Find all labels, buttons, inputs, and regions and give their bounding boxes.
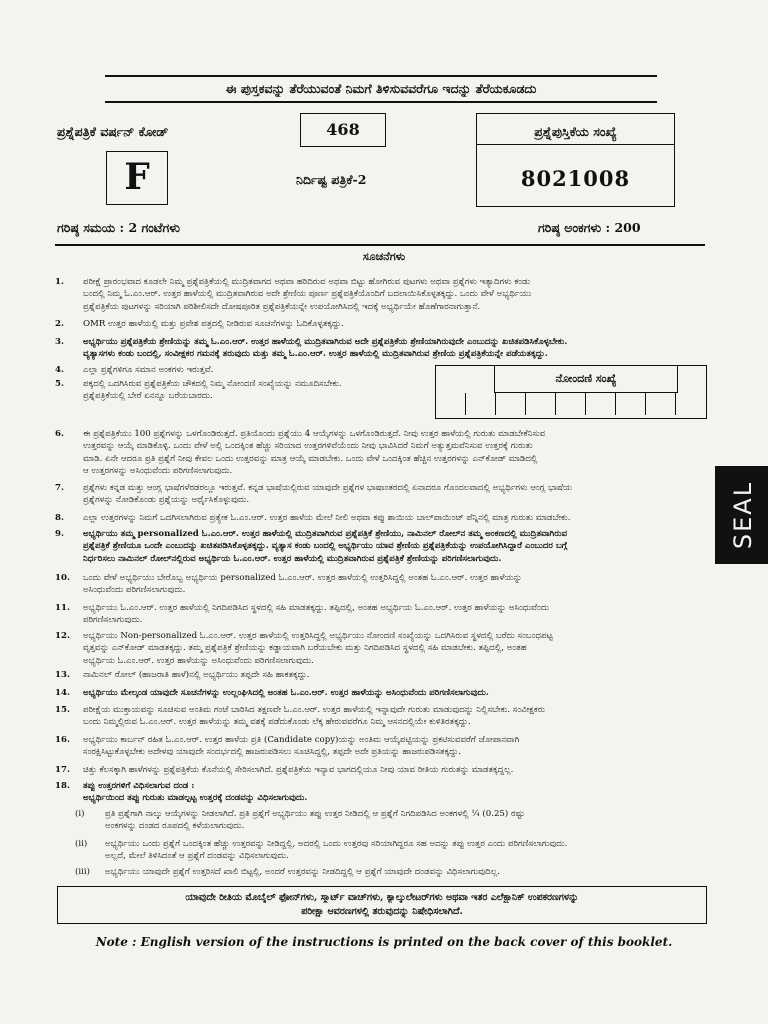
subject-code: 468 xyxy=(326,120,360,139)
booklet-number-box xyxy=(476,113,675,207)
instruction-line: ಪರೀಕ್ಷೆಯ ಮುಕ್ತಾಯವನ್ನು ಸೂಚಿಸುವ ಅಂತಿಮ ಗಂಟೆ ಬಾರಿಸಿದ ತಕ್ಷಣವೇ ಓ.ಎಂ.ಆರ್. ಉತ್ತರ ಹಾಳೆಯಲ್ಲಿ ಇನ್ನಾವುದೇ ಗುರುತು ಮಾಡುವುದನ್ನು ನಿಲ್ಲಿಸಬೇಕು. ಸಂವೀಕ್ಷಕರು xyxy=(83,705,545,715)
penalty-line: ಪ್ರತಿ ಪ್ರಶ್ನೆಗಾಗಿ ನಾಲ್ಕು ಆಯ್ಕೆಗಳನ್ನು ನೀಡಲಾಗಿದೆ. ಪ್ರತಿ ಪ್ರಶ್ನೆಗೆ ಅಭ್ಯರ್ಥಿಯು ತಪ್ಪು ಉತ್ತರ ನೀಡಿದಲ್ಲಿ ಆ ಪ್ರಶ್ನೆಗೆ ನಿಗದಿಪಡಿಸಿದ ಅಂಕಗಳಲ್ಲಿ ¼ (0.25) ರಷ್ಟು xyxy=(105,809,525,819)
registration-label-cell xyxy=(494,366,678,393)
instruction-line: ಒಂದು ವೇಳೆ ಅಭ್ಯರ್ಥಿಯು ಬೇರೊಬ್ಬ ಅಭ್ಯರ್ಥಿಯ personalized ಓ.ಎಂ.ಆರ್. ಉತ್ತರ ಹಾಳೆಯಲ್ಲಿ ಉತ್ತರಿಸಿದ್ದಲ್ಲಿ ಅಂತಹ ಓ.ಎಂ.ಆರ್. ಉತ್ತರ ಹಾಳೆಯನ್ನು xyxy=(83,573,523,583)
penalty-line: ಅಲ್ಲದೆ, ಮೇಲೆ ತಿಳಿಸಿದಂತೆ ಆ ಪ್ರಶ್ನೆಗೆ ದಂಡವನ್ನು ವಿಧಿಸಲಾಗುವುದು. xyxy=(105,851,289,862)
instruction-line: ಅಭ್ಯರ್ಥಿಯು ಕಾರ್ಬನ್ ರಹಿತ ಓ.ಎಂ.ಆರ್. ಉತ್ತರ ಹಾಳೆಯ ಪ್ರತಿ (Candidate copy)ಯನ್ನು ಅಂತಿಮ ಆಯ್ಕೆಪಟ್ಟಿಯನ್ನು ಪ್ರಕಟಿಸುವವರೆಗೆ ಜೋಪಾನವಾಗಿ xyxy=(83,735,520,745)
subject-code-box xyxy=(300,113,386,147)
instruction-number: 6. xyxy=(55,429,64,439)
top-rule xyxy=(105,75,657,77)
instruction-line: ಪ್ರಶ್ನೆಗಳು ಕನ್ನಡ ಮತ್ತು ಆಂಗ್ಲ ಭಾಷೆಗಳೆರಡರಲ್ಲೂ ಇರುತ್ತವೆ. ಕನ್ನಡ ಭಾಷೆಯಲ್ಲಿರುವ ಯಾವುದೇ ಪ್ರಶ್ನೆಗಳ ಭಾಷಾಂತರದಲ್ಲಿ ಏನಾದರೂ ಗೊಂದಲವಾದಲ್ಲಿ ಅಭ್ಯರ್ಥಿಗಳು ಆಂಗ್ಲ ಭಾಷೆಯ xyxy=(83,483,573,493)
header-bottom-rule xyxy=(55,244,705,246)
booklet-series: F xyxy=(124,156,150,198)
registration-digit-cell[interactable] xyxy=(676,393,705,415)
instruction-item xyxy=(55,318,705,330)
instruction-number: 10. xyxy=(55,573,70,583)
instruction-line: ಬಂದಲ್ಲಿ ನಿಮ್ಮ ಓ.ಎಂ.ಆರ್. ಉತ್ತರ ಹಾಳೆಯಲ್ಲಿ ಮುದ್ರಿತವಾಗಿರುವ ಅದೇ ಶ್ರೇಣಿಯ ಪೂರ್ಣ ಪ್ರಶ್ನೆಪತ್ರಿಕೆಯೊಂದಿಗೆ ಬದಲಾಯಿಸಿಕೊಳ್ಳತಕ್ಕದ್ದು. ಒಂದು ವೇಳೆ ಅಭ್ಯರ್ಥಿಯು xyxy=(83,289,532,300)
penalty-number: (i) xyxy=(75,809,85,819)
instruction-line: ಪ್ರಶ್ನೆಪತ್ರಿಕೆಯ ಪುಟಗಳನ್ನು ಸರಿಯಾಗಿ ಪರಿಶೀಲಿಸದೇ ದೋಷಪೂರಿತ ಪ್ರಶ್ನೆಪತ್ರಿಕೆಯನ್ನೇ ಉಪಯೋಗಿಸಿದಲ್ಲಿ ಇದಕ್ಕೆ ಅಭ್ಯರ್ಥಿಯೇ ಹೊಣೆಗಾರನಾಗುತ್ತಾನೆ. xyxy=(83,301,481,312)
instruction-item xyxy=(55,336,705,361)
instruction-item xyxy=(55,780,705,805)
registration-digit-cell[interactable] xyxy=(616,393,646,415)
registration-digit-cell[interactable] xyxy=(586,393,616,415)
seal-tab xyxy=(715,466,768,564)
booklet-number-label: ಪ್ರಶ್ನೆಪುಸ್ತಿಕೆಯ ಸಂಖ್ಯೆ xyxy=(534,124,617,139)
instruction-line: ಅಭ್ಯರ್ಥಿಯು ಓ.ಎಂ.ಆರ್. ಉತ್ತರ ಹಾಳೆಯಲ್ಲಿ ನಿಗದಿಪಡಿಸಿದ ಸ್ಥಳದಲ್ಲಿ ಸಹಿ ಮಾಡತಕ್ಕದ್ದು. ತಪ್ಪಿದಲ್ಲಿ, ಅಂತಹ ಅಭ್ಯರ್ಥಿಯ ಓ.ಎಂ.ಆರ್. ಉತ್ತರ ಹಾಳೆಯನ್ನು ಅಸಿಂಧುವೆಂದು xyxy=(83,603,550,613)
instruction-number: 7. xyxy=(55,483,64,493)
electronics-ban-line-2: ಪರೀಕ್ಷಾ ಆವರಣಗಳಲ್ಲಿ ತರುವುದನ್ನು ನಿಷೇಧಿಸಲಾಗಿದೆ. xyxy=(301,906,463,917)
penalty-number: (iii) xyxy=(75,867,90,877)
instruction-line: ಪ್ರಶ್ನೆಗಳನ್ನು ನೋಡಿಕೊಂಡು ಪ್ರಶ್ನೆಯನ್ನು ಅರ್ಥೈಸಿಕೊಳ್ಳುವುದು. xyxy=(83,495,250,506)
registration-digit-cell[interactable] xyxy=(526,393,556,415)
instruction-line: ಚಿತ್ತು ಕೆಲಸಕ್ಕಾಗಿ ಹಾಳೆಗಳನ್ನು ಪ್ರಶ್ನೆಪತ್ರಿಕೆಯ ಕೊನೆಯಲ್ಲಿ ಸೇರಿಸಲಾಗಿದೆ. ಪ್ರಶ್ನೆಪತ್ರಿಕೆಯ ಇನ್ಯಾವ ಭಾಗದಲ್ಲಿಯೂ ನೀವು ಯಾವ ರೀತಿಯ ಗುರುತನ್ನು ಮಾಡತಕ್ಕದ್ದಲ್ಲ. xyxy=(83,765,514,775)
footer-note: Note : English version of the instructions is printed on the back cover of this booklet. xyxy=(95,935,673,949)
instruction-number: 17. xyxy=(55,765,70,775)
instruction-line: ಮಾಡಿ. ಏನೇ ಆದರೂ ಪ್ರತಿ ಪ್ರಶ್ನೆಗೆ ನೀವು ಕೇವಲ ಒಂದು ಉತ್ತರವನ್ನು ಮಾತ್ರ ಆಯ್ಕೆ ಮಾಡಬೇಕು. ಒಂದು ವೇಳೆ ಒಂದಕ್ಕಿಂತ ಹೆಚ್ಚಿನ ಉತ್ತರಗಳನ್ನು ಎನ್‌ಕೋಡ್ ಮಾಡಿದಲ್ಲಿ xyxy=(83,453,538,464)
instruction-number: 11. xyxy=(55,603,70,613)
registration-digit-cell[interactable] xyxy=(436,393,466,415)
instruction-line: ಅಭ್ಯರ್ಥಿಯು ಮೇಲ್ಕಂಡ ಯಾವುದೇ ಸೂಚನೆಗಳನ್ನು ಉಲ್ಲಂಘಿಸಿದಲ್ಲಿ ಅಂತಹ ಓ.ಎಂ.ಆರ್. ಉತ್ತರ ಹಾಳೆಯನ್ನು ಅಸಿಂಧುವೆಂದು ಪರಿಗಣಿಸಲಾಗುವುದು. xyxy=(83,688,489,698)
instruction-item xyxy=(55,669,705,681)
registration-label: ನೋಂದಣಿ ಸಂಖ್ಯೆ xyxy=(555,372,617,385)
instruction-number: 16. xyxy=(55,735,70,745)
instruction-line: ಅಭ್ಯರ್ಥಿಯು ಪ್ರಶ್ನೆಪತ್ರಿಕೆಯ ಶ್ರೇಣಿಯನ್ನು ತಮ್ಮ ಓ.ಎಂ.ಆರ್. ಉತ್ತರ ಹಾಳೆಯಲ್ಲಿ ಮುದ್ರಿತವಾಗಿರುವ ಅದೇ ಪ್ರಶ್ನೆಪತ್ರಿಕೆಯ ಶ್ರೇಣಿಯಾಗಿರುವುದೇ ಎಂಬುದನ್ನು ಖಚಿತಪಡಿಸಿಕೊಳ್ಳಬೇಕು. xyxy=(83,337,568,347)
instruction-line: ಅಭ್ಯರ್ಥಿಯು ತಮ್ಮ personalized ಓ.ಎಂ.ಆರ್. ಉತ್ತರ ಹಾಳೆಯಲ್ಲಿ ಮುದ್ರಿತವಾಗಿರುವ ಪ್ರಶ್ನೆಪತ್ರಿಕೆ ಶ್ರೇಣಿಯು, ನಾಮಿನಲ್ ರೋಲ್‌ನ ತಮ್ಮ ಅಂಕಣದಲ್ಲಿ ಮುದ್ರಿತವಾಗಿರುವ xyxy=(83,529,568,539)
booklet-number-divider xyxy=(477,144,674,145)
instruction-line: ಈ ಪ್ರಶ್ನೆಪತ್ರಿಕೆಯು 100 ಪ್ರಶ್ನೆಗಳನ್ನು ಒಳಗೊಂಡಿರುತ್ತದೆ. ಪ್ರತಿಯೊಂದು ಪ್ರಶ್ನೆಯು 4 ಆಯ್ಕೆಗಳನ್ನು ಒಳಗೊಂಡಿರುತ್ತದೆ. ನೀವು ಉತ್ತರ ಹಾಳೆಯಲ್ಲಿ ಗುರುತು ಮಾಡಬೇಕೆನಿಸುವ xyxy=(83,429,546,439)
instruction-number: 1. xyxy=(55,277,64,287)
penalty-line: ಅಭ್ಯರ್ಥಿಯು ಒಂದು ಪ್ರಶ್ನೆಗೆ ಒಂದಕ್ಕಿಂತ ಹೆಚ್ಚು ಉತ್ತರವನ್ನು ನೀಡಿದ್ದಲ್ಲಿ, ಅದರಲ್ಲಿ ಒಂದು ಉತ್ತರವು ಸರಿಯಾಗಿದ್ದರೂ ಸಹ ಅದನ್ನು ತಪ್ಪು ಉತ್ತರ ಎಂದು ಪರಿಗಣಿಸಲಾಗುವುದು. xyxy=(105,839,568,849)
instruction-number: 4. xyxy=(55,365,64,375)
registration-digit-cell[interactable] xyxy=(466,393,496,415)
instruction-line: ಅಭ್ಯರ್ಥಿಯಿಂದ ತಪ್ಪು ಗುರುತು ಮಾಡಲ್ಪಟ್ಟ ಉತ್ತರಕ್ಕೆ ದಂಡವನ್ನು ವಿಧಿಸಲಾಗುವುದು. xyxy=(83,793,308,804)
instruction-number: 14. xyxy=(55,688,70,698)
instruction-line: ಆ ಉತ್ತರಗಳನ್ನು ಅಸಿಂಧುವೆಂದು ಪರಿಗಣಿಸಲಾಗುವುದು. xyxy=(83,466,233,477)
instruction-line: ಅಸಿಂಧುವೆಂದು ಪರಿಗಣಿಸಲಾಗುವುದು. xyxy=(83,585,186,596)
instruction-line: ಎಲ್ಲಾ ಪ್ರಶ್ನೆಗಳಿಗೂ ಸಮಾನ ಅಂಕಗಳು ಇರುತ್ತವೆ. xyxy=(83,365,214,375)
instruction-line: ಸಂರಕ್ಷಿಸಿಟ್ಟುಕೊಳ್ಳಬೇಕು ಅದೇಳವು ಯಾವುದೇ ಸಂದರ್ಭದಲ್ಲಿ ಹಾಜರುಪಡಿಸಲು ಸೂಚಿಸಿದ್ದಲ್ಲಿ, ತಪ್ಪದೇ ಅದೇ ಪ್ರತಿಯನ್ನು ಹಾಜರುಪಡಿಸತಕ್ಕದ್ದು. xyxy=(83,747,461,758)
registration-box xyxy=(435,365,707,419)
instruction-item xyxy=(55,687,705,699)
version-code-label: ಪ್ರಶ್ನೆಪತ್ರಿಕೆ ವರ್ಷನ್ ಕೋಡ್ xyxy=(57,124,169,139)
series-box xyxy=(106,151,168,205)
instruction-item xyxy=(55,602,705,627)
instruction-item xyxy=(55,704,705,729)
top-notice: ಈ ಪುಸ್ತಕವನ್ನು ತೆರೆಯುವಂತೆ ನಿಮಗೆ ತಿಳಿಸುವವರೆಗೂ ಇದನ್ನು ತೆರೆಯಕೂಡದು xyxy=(225,81,537,96)
instruction-line: ಅಭ್ಯರ್ಥಿಯು Non-personalized ಓ.ಎಂ.ಆರ್. ಉತ್ತರ ಹಾಳೆಯಲ್ಲಿ ಉತ್ತರಿಸಿದ್ದಲ್ಲಿ ಅಭ್ಯರ್ಥಿಯು ನೋಂದಣಿ ಸಂಖ್ಯೆಯನ್ನು ಒದಗಿಸಿರುವ ಸ್ಥಳದಲ್ಲಿ ಬರೆದು ಸಂಬಂಧಪಟ್ಟ xyxy=(83,631,553,641)
instruction-line: ಪ್ರಶ್ನೆಪತ್ರಿಕೆಯಲ್ಲಿ ಬೇರೆ ಏನನ್ನೂ ಬರೆಯಬಾರದು. xyxy=(83,391,213,402)
top-rule-2 xyxy=(105,101,657,103)
instruction-line: ಪರೀಕ್ಷೆ ಪ್ರಾರಂಭವಾದ ಕೂಡಲೇ ನಿಮ್ಮ ಪ್ರಶ್ನೆಪತ್ರಿಕೆಯಲ್ಲಿ ಮುದ್ರಿತವಾಗದ ಅಥವಾ ಹರಿದಿರುವ ಅಥವಾ ಬಿಟ್ಟು ಹೋಗಿರುವ ಪುಟಗಳು ಅಥವಾ ಪ್ರಶ್ನೆಗಳು ಇತ್ಯಾದಿಗಳು ಕಂಡು xyxy=(83,277,531,287)
instruction-item xyxy=(55,764,705,776)
instruction-line: ಅಭ್ಯರ್ಥಿಯ ಓ.ಎಂ.ಆರ್. ಉತ್ತರ ಹಾಳೆಯನ್ನು ಅಸಿಂಧುವೆಂದು ಪರಿಗಣಿಸಲಾಗುವುದು. xyxy=(83,655,314,666)
penalty-number: (ii) xyxy=(75,839,88,849)
registration-digit-row xyxy=(436,393,706,417)
seal-text: SEAL xyxy=(729,480,757,550)
paper-label: ನಿರ್ದಿಷ್ಟ ಪತ್ರಿಕೆ-2 xyxy=(296,172,367,187)
max-marks: ಗರಿಷ್ಠ ಅಂಕಗಳು : 200 xyxy=(538,220,641,235)
instruction-item xyxy=(55,572,705,597)
instruction-line: ಉತ್ತರವನ್ನು ಆಯ್ಕೆ ಮಾಡಿಕೊಳ್ಳಿ. ಒಂದು ವೇಳೆ ಅಲ್ಲಿ ಒಂದಕ್ಕಿಂತ ಹೆಚ್ಚು ಸರಿಯಾದ ಉತ್ತರಗಳಿವೆಯೆಂದು ನೀವು ಭಾವಿಸಿದರೆ ನಿಮಗೆ ಅತ್ಯುತ್ತಮವೆನಿಸುವ ಉತ್ತರಕ್ಕೆ ಗುರುತು xyxy=(83,441,533,452)
instruction-number: 9. xyxy=(55,529,64,539)
instruction-line: ಪಕ್ಕದಲ್ಲಿ ಒದಗಿಸಿರುವ ಪ್ರಶ್ನೆಪತ್ರಿಕೆಯ ಚೌಕದಲ್ಲಿ ನಿಮ್ಮ ನೋಂದಣಿ ಸಂಖ್ಯೆಯನ್ನು ನಮೂದಿಸಬೇಕು. xyxy=(83,379,342,389)
instruction-item xyxy=(55,482,705,507)
instruction-item xyxy=(55,512,705,524)
registration-digit-cell[interactable] xyxy=(556,393,586,415)
instruction-line: ವ್ಯತ್ಯಾಸಗಳು ಕಂಡು ಬಂದಲ್ಲಿ, ಸಂವೀಕ್ಷಕರ ಗಮನಕ್ಕೆ ತರುವುದು ಮತ್ತು ತಮ್ಮ ಓ.ಎಂ.ಆರ್. ಉತ್ತರ ಹಾಳೆಯಲ್ಲಿ ಮುದ್ರಿತವಾಗಿರುವ ಶ್ರೇಣಿಯ ಪ್ರಶ್ನೆಪತ್ರಿಕೆಯನ್ನೇ ಪಡೆಯತಕ್ಕದ್ದು. xyxy=(83,349,548,360)
instruction-number: 3. xyxy=(55,337,64,347)
instruction-item xyxy=(55,734,705,759)
instruction-number: 5. xyxy=(55,379,64,389)
instruction-number: 2. xyxy=(55,319,64,329)
instruction-item xyxy=(55,276,705,313)
booklet-number: 8021008 xyxy=(520,166,631,191)
instruction-item xyxy=(55,428,705,478)
instruction-number: 15. xyxy=(55,705,70,715)
instruction-item xyxy=(55,528,705,565)
instruction-number: 18. xyxy=(55,781,70,791)
instruction-line: ನಾಮಿನಲ್ ರೋಲ್ (ಹಾಜರಾತಿ ಹಾಳೆ)ನಲ್ಲಿ ಅಭ್ಯರ್ಥಿಯು ತಪ್ಪದೇ ಸಹಿ ಹಾಕತಕ್ಕದ್ದು. xyxy=(83,670,310,680)
penalty-line: ಅಭ್ಯರ್ಥಿಯು ಯಾವುದೇ ಪ್ರಶ್ನೆಗೆ ಉತ್ತರಿಸದೆ ಖಾಲಿ ಬಿಟ್ಟಲ್ಲಿ, ಅಂದರೆ ಉತ್ತರವನ್ನು ನೀಡದಿದ್ದಲ್ಲಿ ಆ ಪ್ರಶ್ನೆಗೆ ಯಾವುದೇ ದಂಡವನ್ನು ವಿಧಿಸಲಾಗುವುದಿಲ್ಲ. xyxy=(105,867,501,877)
instruction-line: ಎಲ್ಲಾ ಉತ್ತರಗಳನ್ನು ನಿಮಗೆ ಒದಗಿಸಲಾಗಿರುವ ಪ್ರತ್ಯೇಕ ಓ.ಎಂ.ಆರ್. ಉತ್ತರ ಹಾಳೆಯ ಮೇಲೆ ನೀಲಿ ಅಥವಾ ಕಪ್ಪು ಶಾಯಿಯ ಬಾಲ್‌ಪಾಯಿಂಟ್ ಪೆನ್ನಿನಲ್ಲಿ ಮಾತ್ರ ಗುರುತು ಮಾಡಬೇಕು. xyxy=(83,513,571,523)
electronics-ban-box xyxy=(57,886,707,924)
electronics-ban-line-1: ಯಾವುದೇ ರೀತಿಯ ಮೊಬೈಲ್ ಫೋನ್‌ಗಳು, ಸ್ಮಾರ್ಟ್ ವಾಚ್‌ಗಳು, ಕ್ಯಾಲ್ಕುಲೇಟರ್‌ಗಳು ಅಥವಾ ಇತರ ಎಲೆಕ್ಟ್ರಾನಿಕ್ ಉಪಕರಣಗಳನ್ನು xyxy=(185,892,579,903)
registration-digit-cell[interactable] xyxy=(496,393,526,415)
instruction-number: 12. xyxy=(55,631,70,641)
instruction-line: ವೃತ್ತವನ್ನು ಎನ್‌ಕೋಡ್ ಮಾಡತಕ್ಕದ್ದು. ತಮ್ಮ ಪ್ರಶ್ನೆಪತ್ರಿಕೆ ಶ್ರೇಣಿಯನ್ನು ಕಡ್ಡಾಯವಾಗಿ ಬರೆಯಬೇಕು ಮತ್ತು ನಿಗದಿಪಡಿಸಿದ ಸ್ಥಳದಲ್ಲಿ ಸಹಿ ಮಾಡಬೇಕು. ತಪ್ಪಿದಲ್ಲಿ, ಅಂತಹ xyxy=(83,643,527,654)
instruction-item xyxy=(55,630,705,667)
instruction-line: ಬಂದು ನಿಮ್ಮಲ್ಲಿರುವ ಓ.ಎಂ.ಆರ್. ಉತ್ತರ ಹಾಳೆಯನ್ನು ತಮ್ಮ ವಶಕ್ಕೆ ಪಡೆದುಕೊಂಡು ಲೆಕ್ಕ ಹೇರುವವರೆಗೂ ನಿಮ್ಮ ಆಸನದಲ್ಲಿಯೇ ಕುಳಿತಿರತಕ್ಕದ್ದು. xyxy=(83,717,471,728)
instruction-line: ಪ್ರಶ್ನೆಪತ್ರಿಕೆ ಶ್ರೇಣಿಯೂ ಒಂದೇ ಎಂಬುದನ್ನು ಖಚಿತಪಡಿಸಿಕೊಳ್ಳತಕ್ಕದ್ದು. ವ್ಯತ್ಯಾಸ ಕಂಡು ಬಂದಲ್ಲಿ ಅಭ್ಯರ್ಥಿಯು ಯಾವ ಶ್ರೇಣಿಯ ಪ್ರಶ್ನೆಪತ್ರಿಕೆಯನ್ನು ಉಪಯೋಗಿಸಿದ್ದಾರೆ ಎಂಬುದರ ಬಗ್ಗೆ xyxy=(83,541,568,552)
penalty-line: ಅಂಕಗಳನ್ನು ದಂಡದ ರೂಪದಲ್ಲಿ ಕಳೆಯಲಾಗುವುದು. xyxy=(105,821,245,832)
instruction-number: 8. xyxy=(55,513,64,523)
instruction-number: 13. xyxy=(55,670,70,680)
instruction-line: ನಿರ್ಧರಿಸಲು ನಾಮಿನಲ್ ರೋಲ್‌ನಲ್ಲಿರುವ ಅಭ್ಯರ್ಥಿಯ ಓ.ಎಂ.ಆರ್. ಉತ್ತರ ಹಾಳೆಯಲ್ಲಿ ಮುದ್ರಿತವಾಗಿರುವ ಪ್ರಶ್ನೆಪತ್ರಿಕೆ ಶ್ರೇಣಿಯನ್ನು ಪರಿಗಣಿಸಲಾಗುವುದು. xyxy=(83,553,502,564)
registration-digit-cell[interactable] xyxy=(646,393,676,415)
instructions-title: ಸೂಚನೆಗಳು xyxy=(362,250,406,263)
max-time: ಗರಿಷ್ಠ ಸಮಯ : 2 ಗಂಟೆಗಳು xyxy=(57,220,181,235)
instruction-line: OMR ಉತ್ತರ ಹಾಳೆಯಲ್ಲಿ ಮತ್ತು ಪ್ರವೇಶ ಪತ್ರದಲ್ಲಿ ನೀಡಿರುವ ಸೂಚನೆಗಳನ್ನು ಓದಿಕೊಳ್ಳತಕ್ಕದ್ದು. xyxy=(83,319,344,329)
instruction-line: ಪರಿಗಣಿಸಲಾಗುವುದು. xyxy=(83,615,143,626)
instruction-line: ತಪ್ಪು ಉತ್ತರಗಳಿಗೆ ವಿಧಿಸಲಾಗುವ ದಂಡ : xyxy=(83,781,195,791)
